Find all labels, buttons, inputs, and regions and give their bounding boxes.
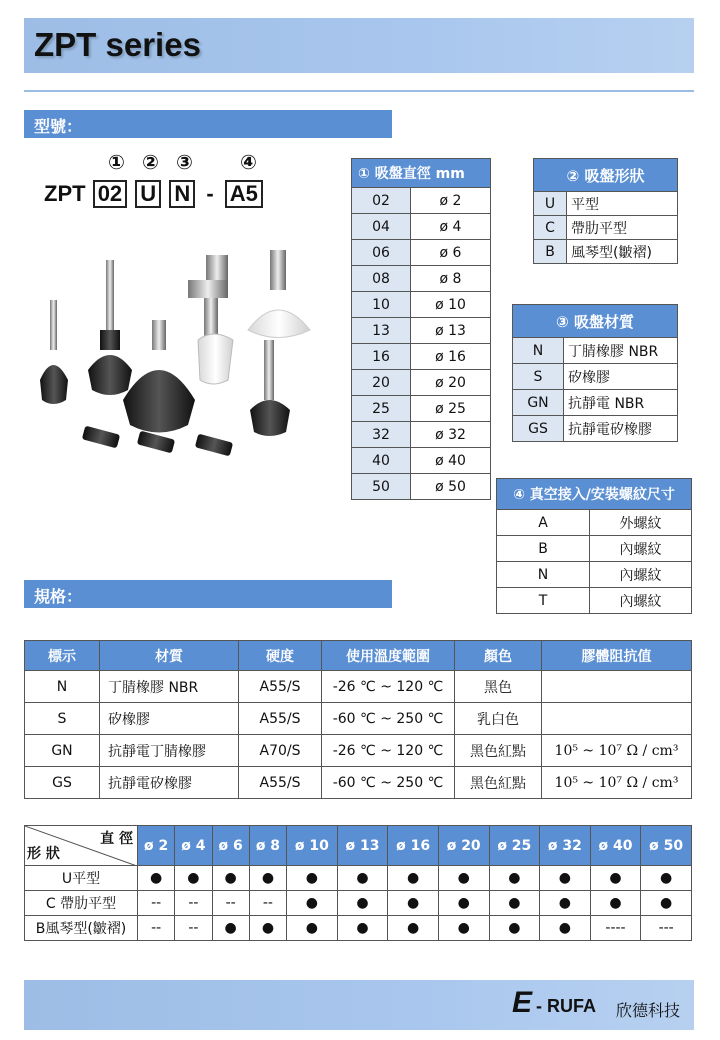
logo-e-mark: E — [512, 986, 533, 1019]
diameter-code: 08 — [352, 266, 411, 292]
availability-cell: ● — [540, 891, 591, 916]
diameter-code: 02 — [352, 188, 411, 214]
availability-cell: ● — [212, 916, 249, 941]
spec-header-color: 顏色 — [455, 641, 542, 671]
availability-col-header: ø 6 — [212, 826, 249, 866]
diameter-value: ø 32 — [411, 422, 491, 448]
availability-cell: ● — [590, 891, 641, 916]
availability-cell: -- — [138, 891, 175, 916]
diameter-code: 04 — [352, 214, 411, 240]
availability-cell: -- — [138, 916, 175, 941]
material-value: 丁腈橡膠 NBR — [564, 338, 678, 364]
spec-color: 黑色紅點 — [455, 735, 542, 767]
availability-cell: ● — [175, 866, 212, 891]
availability-cell: ● — [337, 891, 388, 916]
diameter-code: 13 — [352, 318, 411, 344]
model-dash: - — [206, 181, 214, 207]
material-value: 矽橡膠 — [564, 364, 678, 390]
spec-section-label: 規格： — [34, 587, 83, 606]
company-name: 欣德科技 — [616, 1001, 681, 1020]
spec-header-material: 材質 — [100, 641, 239, 671]
availability-col-header: ø 2 — [138, 826, 175, 866]
spec-header-mark: 標示 — [25, 641, 100, 671]
spec-color: 黑色紅點 — [455, 767, 542, 799]
diameter-value: ø 10 — [411, 292, 491, 318]
footer-bar — [24, 980, 694, 1030]
thread-table — [496, 478, 692, 614]
availability-cell: ● — [388, 866, 439, 891]
model-section-label: 型號： — [34, 117, 83, 136]
spec-hardness: A55/S — [239, 767, 322, 799]
diameter-value: ø 8 — [411, 266, 491, 292]
availability-cell: ● — [540, 866, 591, 891]
availability-cell: ● — [337, 866, 388, 891]
spec-resistance: 10⁵ ~ 10⁷ Ω / cm³ — [542, 735, 692, 767]
spec-resistance — [542, 703, 692, 735]
spec-hardness: A55/S — [239, 703, 322, 735]
availability-col-header: ø 50 — [641, 826, 692, 866]
diameter-code: 40 — [352, 448, 411, 474]
diameter-code: 50 — [352, 474, 411, 500]
diameter-table-header: ① 吸盤直徑 mm — [352, 159, 491, 188]
shape-code: B — [534, 240, 567, 264]
product-photo — [28, 240, 328, 480]
availability-cell: ● — [641, 891, 692, 916]
spec-resistance — [542, 671, 692, 703]
shape-value: 帶肋平型 — [567, 216, 678, 240]
shape-value: 平型 — [567, 192, 678, 216]
model-code — [44, 180, 264, 210]
availability-row-name: C 帶肋平型 — [25, 891, 138, 916]
spec-mark: GS — [25, 767, 100, 799]
spec-mark: S — [25, 703, 100, 735]
diameter-code: 10 — [352, 292, 411, 318]
shape-table — [533, 158, 678, 264]
spec-color: 乳白色 — [455, 703, 542, 735]
diameter-code: 32 — [352, 422, 411, 448]
diameter-value: ø 25 — [411, 396, 491, 422]
material-value: 抗靜電 NBR — [564, 390, 678, 416]
availability-cell: ● — [438, 866, 489, 891]
availability-cell: ● — [138, 866, 175, 891]
diameter-value: ø 6 — [411, 240, 491, 266]
shape-value: 風琴型(皺褶) — [567, 240, 678, 264]
model-part-shape: U — [135, 180, 161, 208]
availability-cell: ● — [388, 916, 439, 941]
diameter-value: ø 2 — [411, 188, 491, 214]
spec-temp: -26 ℃ ~ 120 ℃ — [322, 735, 455, 767]
material-table — [512, 304, 678, 442]
diameter-code: 06 — [352, 240, 411, 266]
shape-code: U — [534, 192, 567, 216]
availability-col-header: ø 25 — [489, 826, 540, 866]
availability-col-header: ø 10 — [287, 826, 338, 866]
availability-cell: ● — [212, 866, 249, 891]
circle-label-4: ④ — [240, 150, 257, 174]
availability-row-name: U平型 — [25, 866, 138, 891]
availability-cell: -- — [175, 891, 212, 916]
thread-table-header: ④ 真空接入/安裝螺紋尺寸 — [497, 479, 692, 510]
availability-corner — [25, 826, 138, 866]
availability-col-header: ø 4 — [175, 826, 212, 866]
material-code: GN — [513, 390, 564, 416]
availability-cell: -- — [212, 891, 249, 916]
spec-resistance: 10⁵ ~ 10⁷ Ω / cm³ — [542, 767, 692, 799]
availability-cell: ● — [641, 866, 692, 891]
corner-bottom-label: 形 狀 — [27, 846, 60, 862]
availability-cell: ● — [287, 891, 338, 916]
thread-value: 外螺紋 — [590, 510, 692, 536]
availability-cell: ● — [337, 916, 388, 941]
availability-cell: --- — [641, 916, 692, 941]
title-bar — [24, 18, 694, 73]
diameter-code: 25 — [352, 396, 411, 422]
circle-label-2: ② — [142, 150, 159, 174]
model-part-material: N — [169, 180, 195, 208]
spec-header-resistance: 膠體阻抗值 — [542, 641, 692, 671]
spec-temp: -60 ℃ ~ 250 ℃ — [322, 703, 455, 735]
model-part-size: 02 — [93, 180, 127, 208]
diameter-value: ø 16 — [411, 344, 491, 370]
diameter-table — [351, 158, 491, 500]
diameter-value: ø 40 — [411, 448, 491, 474]
availability-cell: -- — [249, 891, 286, 916]
availability-col-header: ø 20 — [438, 826, 489, 866]
diameter-value: ø 50 — [411, 474, 491, 500]
spec-section-bar — [24, 580, 392, 608]
availability-cell: ● — [438, 891, 489, 916]
availability-cell: ● — [388, 891, 439, 916]
diameter-value: ø 4 — [411, 214, 491, 240]
spec-mark: GN — [25, 735, 100, 767]
spec-table — [24, 640, 692, 799]
model-section-bar — [24, 110, 392, 138]
page-title: ZPT series — [34, 26, 201, 63]
spec-color: 黑色 — [455, 671, 542, 703]
availability-col-header: ø 16 — [388, 826, 439, 866]
availability-cell: ● — [438, 916, 489, 941]
diameter-code: 16 — [352, 344, 411, 370]
availability-cell: ● — [287, 916, 338, 941]
spec-temp: -26 ℃ ~ 120 ℃ — [322, 671, 455, 703]
availability-cell: ● — [590, 866, 641, 891]
spec-temp: -60 ℃ ~ 250 ℃ — [322, 767, 455, 799]
shape-code: C — [534, 216, 567, 240]
diameter-code: 20 — [352, 370, 411, 396]
model-part-thread: A5 — [225, 180, 263, 208]
availability-col-header: ø 13 — [337, 826, 388, 866]
availability-cell: ---- — [590, 916, 641, 941]
diameter-value: ø 20 — [411, 370, 491, 396]
availability-col-header: ø 32 — [540, 826, 591, 866]
spec-mark: N — [25, 671, 100, 703]
spec-header-hardness: 硬度 — [239, 641, 322, 671]
diameter-value: ø 13 — [411, 318, 491, 344]
spec-hardness: A70/S — [239, 735, 322, 767]
availability-col-header: ø 8 — [249, 826, 286, 866]
logo-brand: - RUFA — [536, 996, 596, 1016]
material-code: N — [513, 338, 564, 364]
spec-header-temp: 使用溫度範圍 — [322, 641, 455, 671]
availability-cell: ● — [540, 916, 591, 941]
model-prefix: ZPT — [44, 181, 86, 207]
availability-cell: ● — [489, 916, 540, 941]
availability-table — [24, 825, 692, 941]
availability-col-header: ø 40 — [590, 826, 641, 866]
circle-label-3: ③ — [176, 150, 193, 174]
availability-row-name: B風琴型(皺褶) — [25, 916, 138, 941]
thread-code: A — [497, 510, 590, 536]
availability-cell: ● — [249, 916, 286, 941]
availability-cell: ● — [489, 891, 540, 916]
material-value: 抗靜電矽橡膠 — [564, 416, 678, 442]
thread-code: T — [497, 588, 590, 614]
spec-material: 抗靜電丁腈橡膠 — [100, 735, 239, 767]
material-code: S — [513, 364, 564, 390]
circle-label-1: ① — [108, 150, 125, 174]
spec-material: 矽橡膠 — [100, 703, 239, 735]
thread-value: 內螺紋 — [590, 536, 692, 562]
material-table-header: ③ 吸盤材質 — [513, 305, 678, 338]
thread-value: 內螺紋 — [590, 562, 692, 588]
spec-material: 丁腈橡膠 NBR — [100, 671, 239, 703]
thread-code: N — [497, 562, 590, 588]
availability-cell: ● — [249, 866, 286, 891]
availability-cell: ● — [489, 866, 540, 891]
spec-material: 抗靜電矽橡膠 — [100, 767, 239, 799]
spec-hardness: A55/S — [239, 671, 322, 703]
title-divider — [24, 90, 694, 92]
availability-cell: ● — [287, 866, 338, 891]
thread-code: B — [497, 536, 590, 562]
corner-top-label: 直 徑 — [100, 831, 133, 847]
material-code: GS — [513, 416, 564, 442]
shape-table-header: ② 吸盤形狀 — [534, 159, 678, 192]
availability-cell: -- — [175, 916, 212, 941]
thread-value: 內螺紋 — [590, 588, 692, 614]
